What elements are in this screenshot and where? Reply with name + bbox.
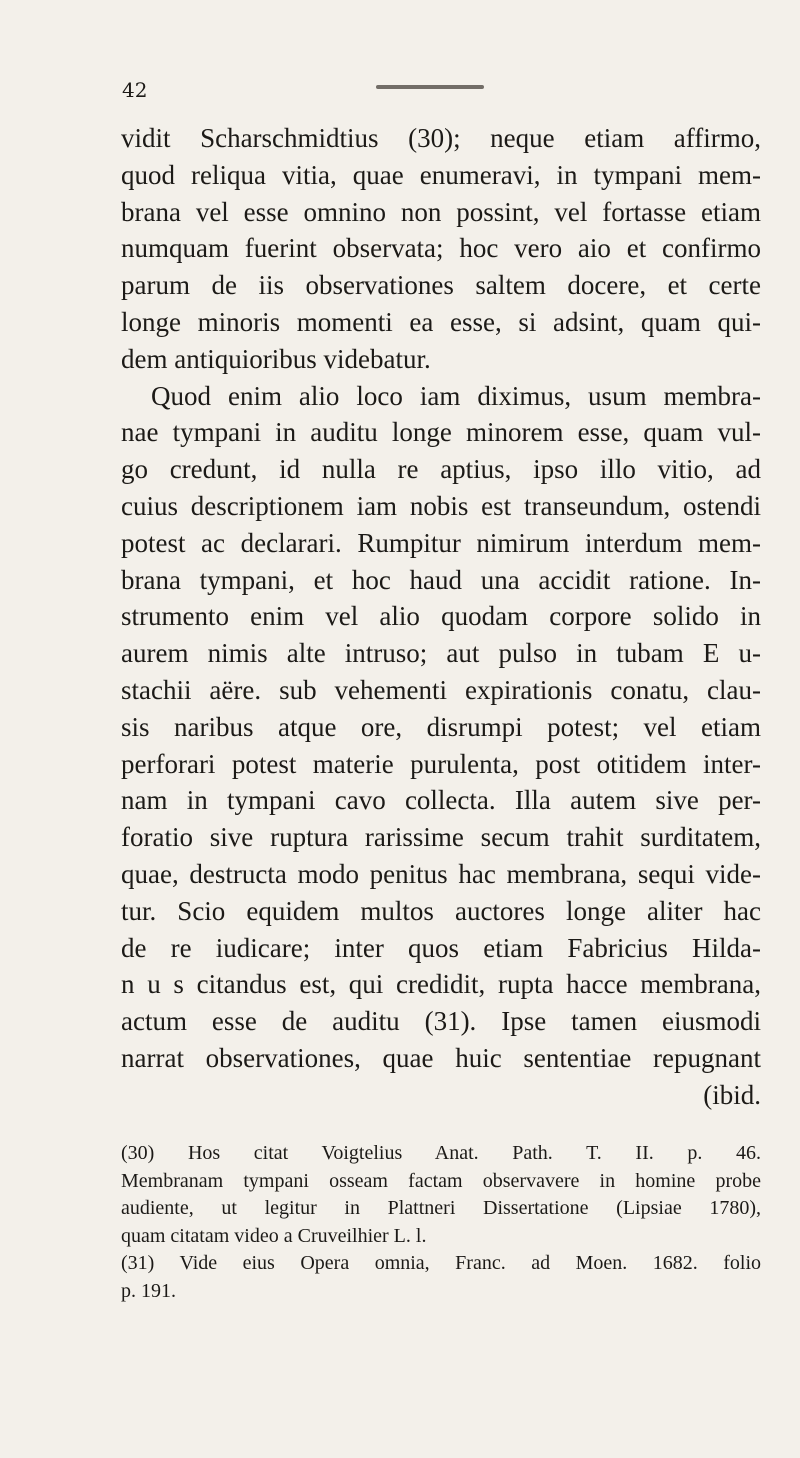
page-number: 42 <box>122 78 148 102</box>
text-line: parum de iis observationes saltem docere, et certe <box>121 270 761 301</box>
text-line: de re iudicare; inter quos etiam Fabricius Hilda- <box>121 932 761 963</box>
footnote-line: p. 191. <box>121 1279 176 1302</box>
text-line: brana tympani, et hoc haud una accidit ratione. In- <box>121 564 761 595</box>
footnote-line: Membranam tympani osseam factam observavere in homine probe <box>121 1169 761 1192</box>
footnote-line: quam citatam video a Cruveilhier L. l. <box>121 1224 427 1247</box>
text-line: perforari potest materie purulenta, post otitidem inter- <box>121 748 761 779</box>
text-line: longe minoris momenti ea esse, si adsint, quam qui- <box>121 306 761 337</box>
text-line: potest ac declarari. Rumpitur nimirum interdum mem- <box>121 527 761 558</box>
body-text <box>121 120 761 1114</box>
text-line: strumento enim vel alio quodam corpore solido in <box>121 601 761 632</box>
text-line: tur. Scio equidem multos auctores longe aliter hac <box>121 895 761 926</box>
footnote-line: (31) Vide eius Opera omnia, Franc. ad Moen. 1682. folio <box>121 1252 761 1274</box>
text-line: sis naribus atque ore, disrumpi potest; vel etiam <box>121 711 761 742</box>
text-line: dem antiquioribus videbatur. <box>121 343 431 374</box>
catchword: (ibid. <box>703 1079 761 1110</box>
footnote-line: (30) Hos citat Voigtelius Anat. Path. T. II. p. 46. <box>121 1142 761 1164</box>
text-line: vidit Scharschmidtius (30); neque etiam affirmo, <box>121 123 761 153</box>
text-line: quod reliqua vitia, quae enumeravi, in tympani mem- <box>121 159 761 190</box>
text-line: nam in tympani cavo collecta. Illa autem sive per- <box>121 785 761 816</box>
footnote-line: audiente, ut legitur in Plattneri Dissertatione (Lipsiae 1780), <box>121 1197 761 1219</box>
text-line: stachii aëre. sub vehementi expirationis conatu, clau- <box>121 674 761 705</box>
text-line: brana vel esse omnino non possint, vel fortasse etiam <box>121 196 761 227</box>
text-line: numquam fuerint observata; hoc vero aio et confirmo <box>121 233 761 264</box>
text-line: nae tympani in auditu longe minorem esse, quam vul- <box>121 417 761 448</box>
text-line: actum esse de auditu (31). Ipse tamen eiusmodi <box>121 1006 761 1037</box>
text-line: quae, destructa modo penitus hac membrana, sequi vide- <box>121 858 761 889</box>
text-line: aurem nimis alte intruso; aut pulso in tubam E u- <box>121 638 761 669</box>
header-rule <box>376 85 484 89</box>
text-line: foratio sive ruptura rarissime secum trahit surditatem, <box>121 822 761 853</box>
text-line: go credunt, id nulla re aptius, ipso illo vitio, ad <box>121 454 761 485</box>
text-line: n u s citandus est, qui credidit, rupta hacce membrana, <box>121 969 761 1000</box>
footnotes <box>121 1140 761 1305</box>
text-line: cuius descriptionem iam nobis est transeundum, ostendi <box>121 490 761 521</box>
text-line: narrat observationes, quae huic sententiae repugnant <box>121 1042 761 1073</box>
paragraph-start-line: Quod enim alio loco iam diximus, usum membra- <box>151 380 761 411</box>
